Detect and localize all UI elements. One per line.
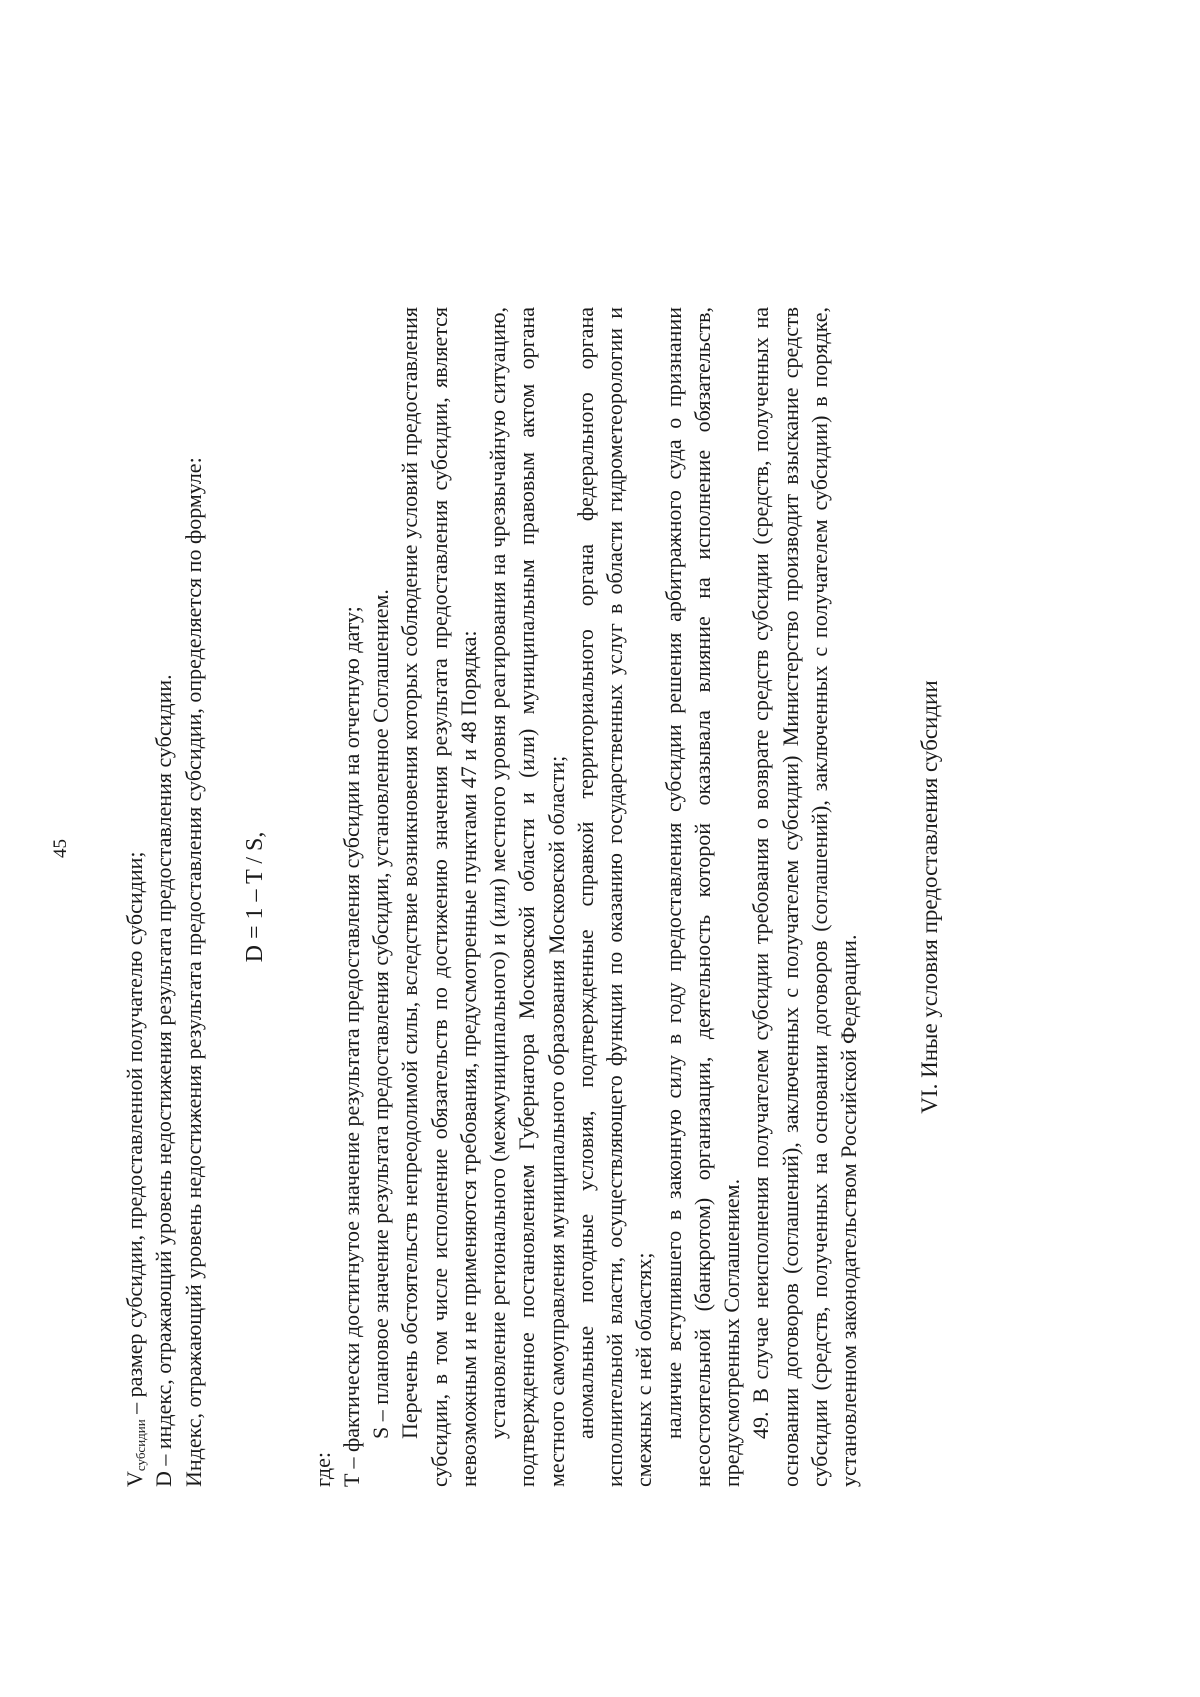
where-label: где: (309, 1452, 335, 1487)
index-intro: Индекс, отражающий уровень недостижения результата предоставления субсидии, определяется по формуле: (180, 457, 206, 1487)
definition-t: T – фактически достигнутое значение результата предоставления субсидии на отчетную дату; (338, 606, 364, 1487)
v-subscript: субсидии (133, 1419, 148, 1472)
paragraph-weather: аномальные погодные условия, подтвержденные справкой территориального органа федерального органа исполнительной власти, осуществляющего функции по оказанию государственных услуг в области гидрометеорологии и смежных с ней областях; (572, 307, 657, 1487)
v-definition-text: – размер субсидии, предоставленной получателю субсидии; (122, 851, 147, 1420)
paragraph-49: 49. В случае неисполнения получателем субсидии требования о возврате средств субсидии (средств, полученных на основании договоров (соглашений), заключенных с получателем субсидии) Министерство производит взыскание средств субсидии (средств, полученных на основании договоров (соглашений), заключенных с получателем субсидии) в порядке, установленном законодательством Российской Федерации. (748, 307, 862, 1487)
v-symbol: V (122, 1471, 147, 1487)
paragraph-force-majeure: Перечень обстоятельств непреодолимой силы, вследствие возникновения которых соблюдение условий предоставления субсидии, в том числе исполнение обязательств по достижению значения результата предоставления субсидии, является невозможным и не применяются требования, предусмотренные пунктами 47 и 48 Порядка: (397, 307, 481, 1487)
page-number: 45 (50, 839, 71, 858)
formula: D = 1 – T / S, (241, 831, 268, 963)
paragraph-bankruptcy: наличие вступившего в законную силу в году предоставления субсидии решения арбитражного суда о признании несостоятельной (банкротом) организации, деятельность которой оказывала влияние на исполнение обязательств, предусмотренных Соглашением. (660, 307, 745, 1487)
paragraph-emergency: установление регионального (межмуниципального) и (или) местного уровня реагирования на чрезвычайную ситуацию, подтвержденное постановлением Губернатора Московской области и (или) муниципальным правовым актом органа местного самоуправления муниципального образования Московской области; (485, 307, 569, 1487)
section-heading: VI. Иные условия предоставления субсидии (917, 680, 943, 1114)
definition-v (120, 307, 149, 1487)
definition-s: S – плановое значение результата предоставления субсидии, установленное Соглашением. (368, 589, 394, 1439)
document-body (120, 307, 946, 1487)
definition-d: D – индекс, отражающий уровень недостижения результата предоставления субсидии. (151, 674, 177, 1487)
